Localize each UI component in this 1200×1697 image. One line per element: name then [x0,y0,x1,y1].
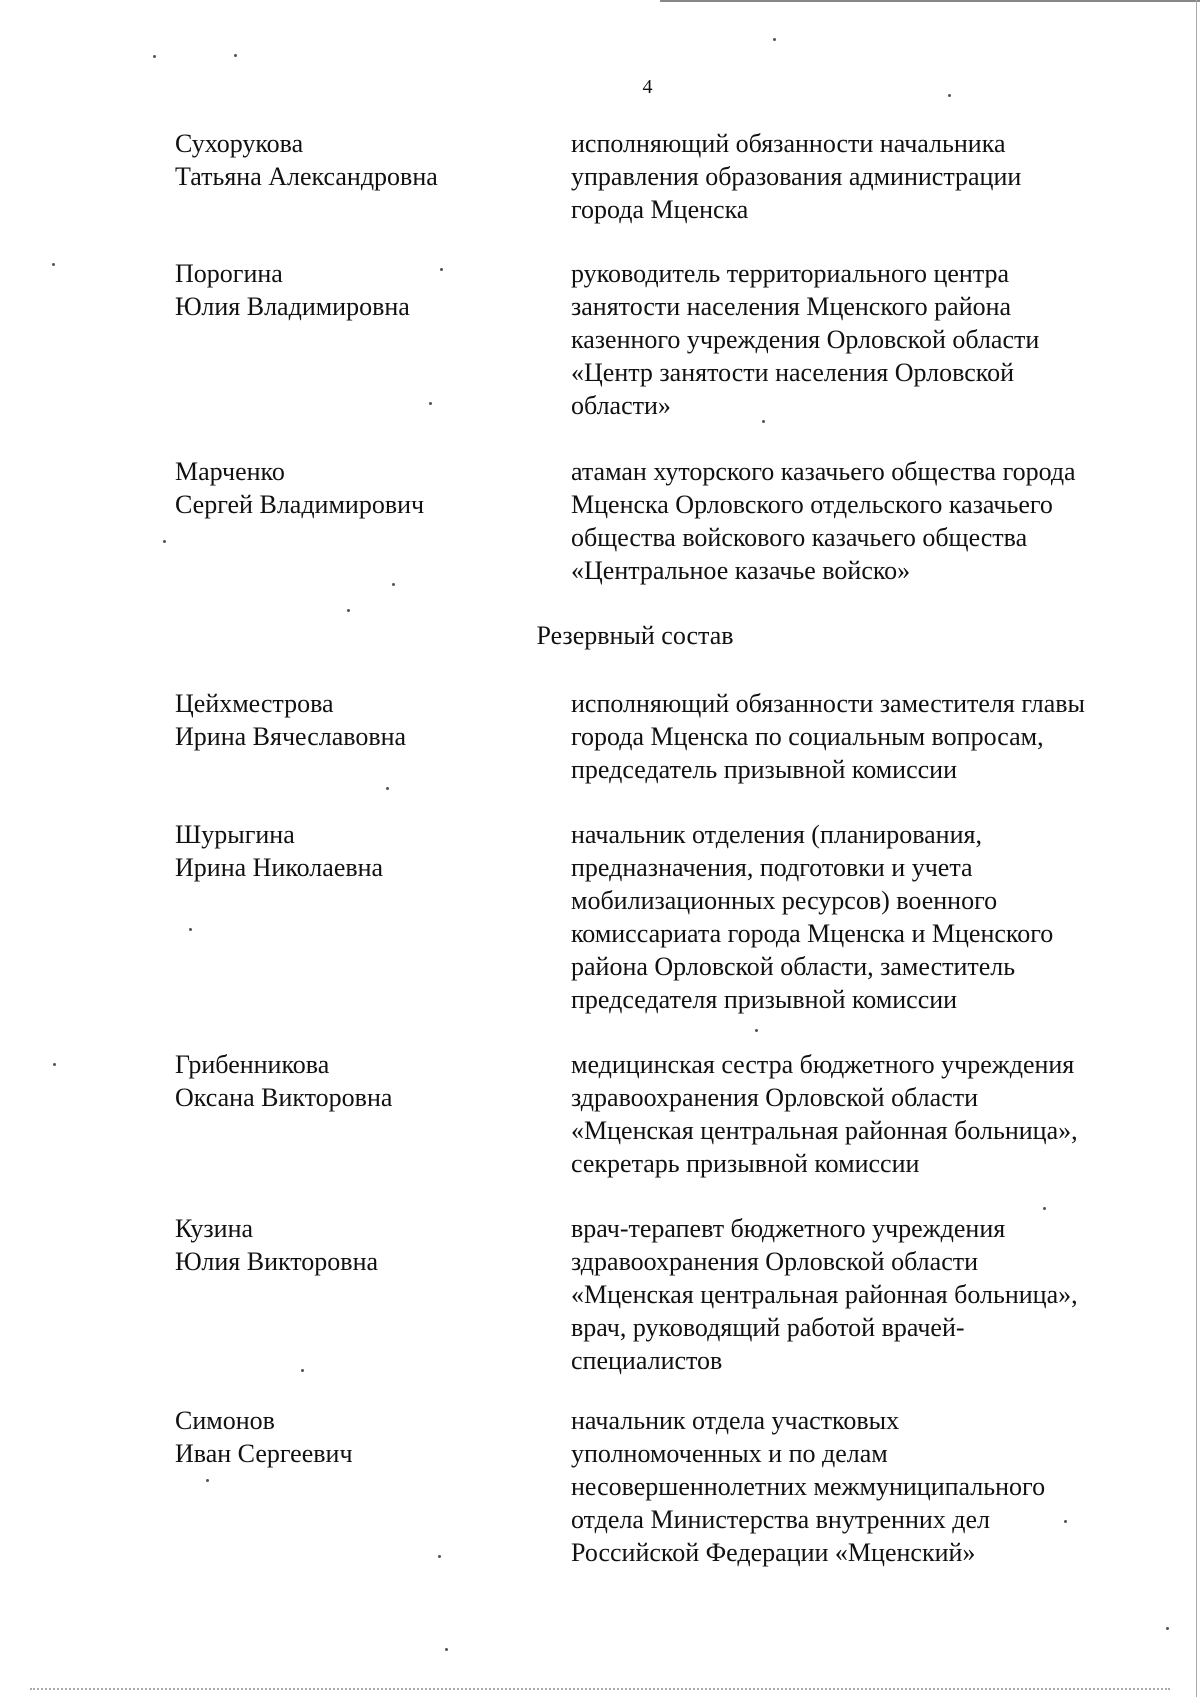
member-name: Цейхместрова Ирина Вячеславовна [175,689,407,751]
member-name: Кузина Юлия Викторовна [175,1214,379,1276]
scan-speck [438,1555,441,1558]
scan-speck [189,928,192,931]
member-position: исполняющий обязанности начальника управления образования администрации города Мценска [571,129,1022,224]
scan-speck [440,268,443,271]
member-position: медицинская сестра бюджетного учреждения здравоохранения Орловской области «Мценская центральная районная больница», секретарь призывной комиссии [571,1050,1078,1178]
scan-edge [1196,0,1197,1697]
scan-speck [762,420,765,423]
member-position: начальник отделения (планирования, предназначения, подготовки и учета мобилизационных ресурсов) военного комиссариата города Мценска и Мценского района Орловской области, заместитель председателя призывной комиссии [571,820,1054,1014]
scan-speck [1043,1207,1046,1210]
member-name: Симонов Иван Сергеевич [175,1406,353,1468]
scan-speck [773,38,776,41]
scan-speck [429,402,432,405]
scan-speck [301,1369,304,1372]
member-name: Грибенникова Оксана Викторовна [175,1050,393,1112]
member-name: Сухорукова Татьяна Александровна [175,129,438,191]
member-name: Шурыгина Ирина Николаевна [175,820,384,882]
scan-speck [53,1063,56,1066]
scan-speck [153,55,156,58]
member-name: Порогина Юлия Владимировна [175,259,410,321]
member-position: руководитель территориального центра занятости населения Мценского района казенного учреждения Орловской области «Центр занятости населения Орловской области» [571,259,1040,420]
scan-speck [52,263,55,266]
scan-edge [30,1688,1170,1690]
scan-speck [392,583,395,586]
scan-speck [347,609,350,612]
member-position: врач-терапевт бюджетного учреждения здравоохранения Орловской области «Мценская центральная районная больница», врач, руководящий работой врачей- специалистов [571,1214,1078,1375]
scan-speck [234,54,237,57]
member-name: Марченко Сергей Владимирович [175,457,425,519]
section-heading: Резервный состав [536,621,734,650]
scan-speck [163,540,166,543]
member-position: исполняющий обязанности заместителя главы города Мценска по социальным вопросам, председатель призывной комиссии [571,689,1085,784]
member-position: атаман хуторского казачьего общества города Мценска Орловского отдельского казачьего общества войскового казачьего общества «Центральное казачье войско» [571,457,1076,585]
scan-speck [206,1479,209,1482]
scan-speck [948,94,951,97]
scan-speck [1064,1520,1067,1523]
page-number: 4 [642,76,653,98]
member-position: начальник отдела участковых уполномоченных и по делам несовершеннолетних межмуниципального отдела Министерства внутренних дел Российской Федерации «Мценский» [571,1406,1046,1567]
scan-speck [386,787,389,790]
scan-speck [445,1648,448,1651]
scan-speck [755,1029,758,1032]
scan-speck [1166,1627,1169,1630]
scan-edge [660,0,1200,2]
